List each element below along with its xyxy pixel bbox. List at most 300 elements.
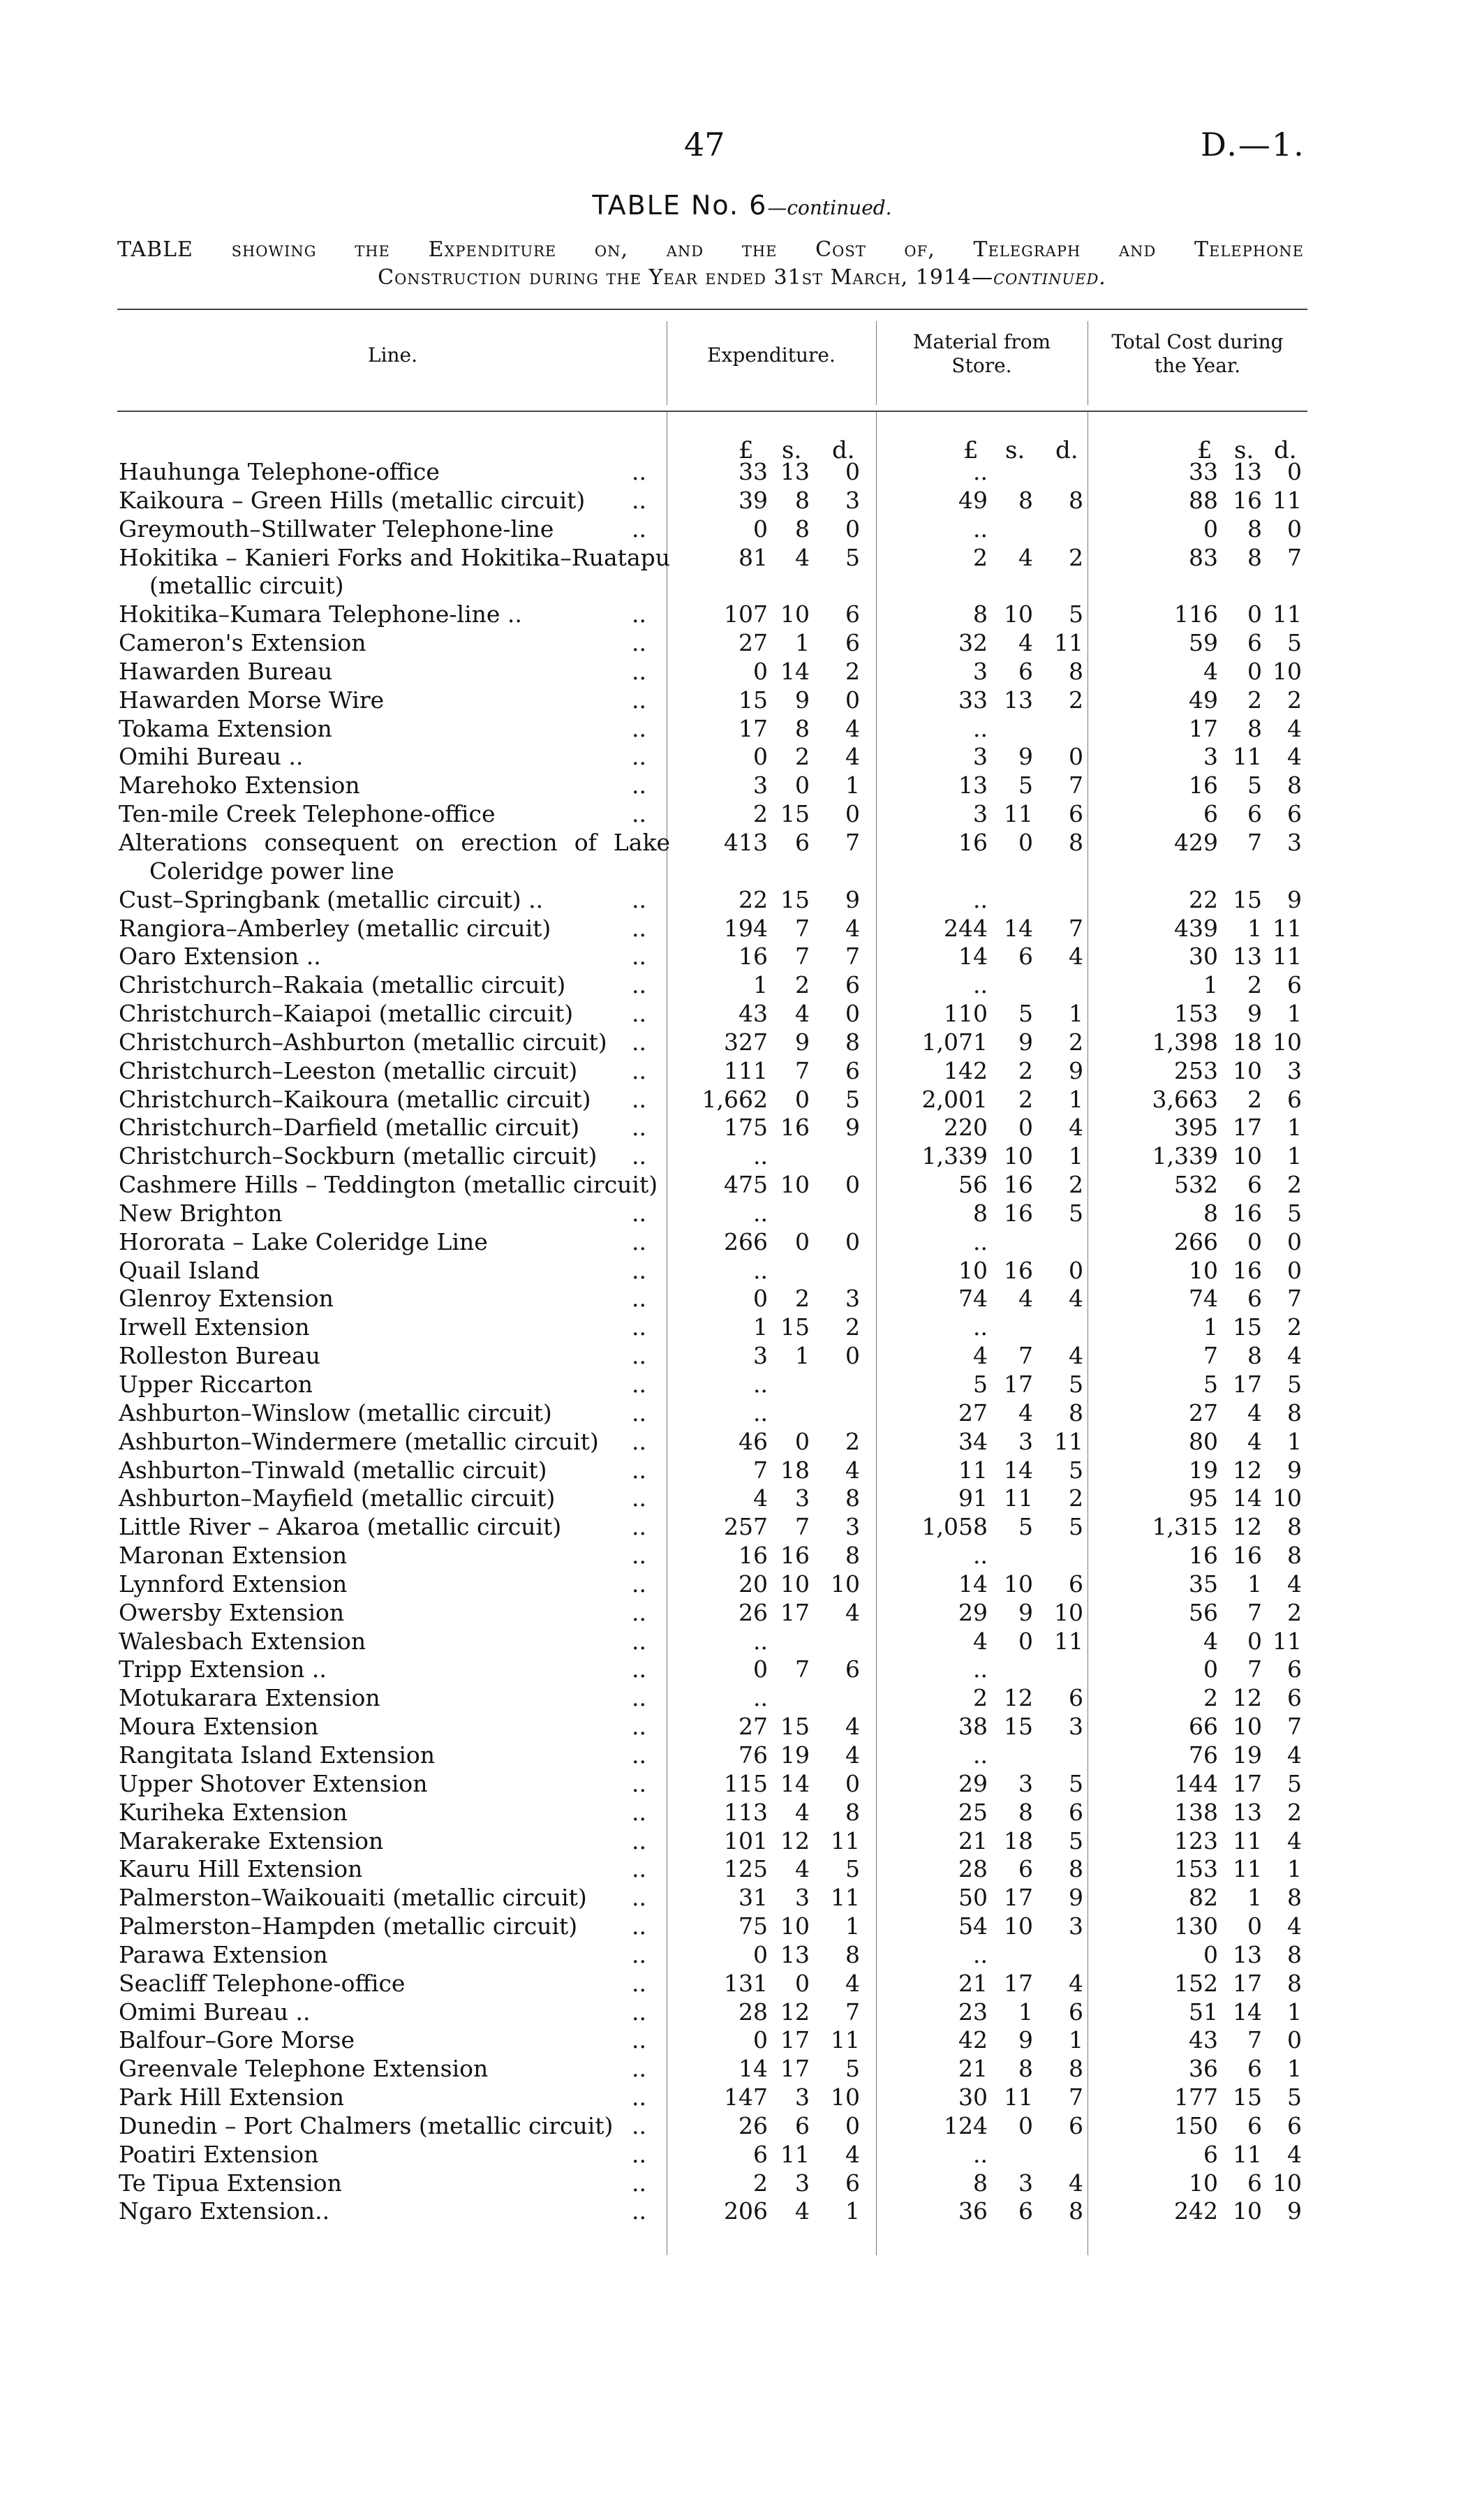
tot-pounds-cell: 66: [1189, 1713, 1218, 1741]
tot-shillings-cell: 10: [1233, 1713, 1262, 1741]
exp-pounds-cell: 4: [753, 1484, 768, 1512]
exp-pounds-cell: 26: [739, 1598, 768, 1626]
mat-pounds-cell: 25: [958, 1798, 988, 1826]
table-row: [0, 1741, 1484, 1770]
exp-pounds-cell: 39: [739, 486, 768, 514]
mat-pounds-cell: 110: [944, 1000, 988, 1028]
table-title-suffix: —continued.: [767, 196, 892, 219]
line-name: Parawa Extension: [119, 1940, 328, 1968]
mat-shillings-cell: 7: [1018, 1342, 1033, 1370]
exp-pounds-cell: 115: [724, 1769, 768, 1797]
tot-pence-cell: 9: [1287, 1456, 1302, 1484]
tot-pence-cell: 0: [1287, 515, 1302, 543]
mat-shillings-cell: 14: [1004, 914, 1033, 942]
table-row: [0, 458, 1484, 487]
mat-shillings-cell: 17: [1004, 1884, 1033, 1912]
tot-pence-cell: 11: [1272, 600, 1302, 628]
exp-pence-cell: 11: [831, 1827, 860, 1854]
exp-pounds-cell: 6: [753, 2140, 768, 2168]
table-row: [0, 1114, 1484, 1142]
leader-dots: ..: [632, 943, 646, 971]
tot-pence-cell: 10: [1272, 657, 1302, 685]
exp-shillings-cell: 7: [795, 1056, 810, 1084]
tot-shillings-cell: 13: [1233, 458, 1262, 485]
mat-shillings-cell: 17: [1004, 1969, 1033, 1997]
tot-pounds-cell: 150: [1174, 2111, 1218, 2139]
exp-pounds-cell: 266: [724, 1227, 768, 1255]
line-name-cell: [119, 1399, 670, 1428]
line-name: Moura Extension: [119, 1713, 319, 1741]
tot-shillings-cell: 16: [1233, 486, 1262, 514]
leader-dots: ..: [632, 486, 646, 514]
line-name: Tripp Extension ..: [119, 1655, 327, 1683]
tot-pence-cell: 8: [1287, 1940, 1302, 1968]
tot-pence-cell: 4: [1287, 1827, 1302, 1854]
mat-pounds-cell: 16: [958, 828, 988, 856]
line-name-cell: [119, 1542, 670, 1570]
tot-shillings-cell: 13: [1233, 943, 1262, 971]
leader-dots: ..: [632, 1056, 646, 1084]
line-name: Walesbach Extension: [119, 1627, 366, 1655]
leader-dots: ..: [632, 1285, 646, 1313]
mat-pounds-cell: ..: [973, 1655, 988, 1683]
table-row: [0, 544, 1484, 601]
tot-pounds-cell: 8: [1203, 1199, 1218, 1227]
tot-pence-cell: 11: [1272, 486, 1302, 514]
tot-pence-cell: 0: [1287, 2026, 1302, 2054]
exp-pounds-cell: 16: [739, 943, 768, 971]
exp-shillings-cell: 3: [795, 1484, 810, 1512]
mat-pounds-cell: 29: [958, 1769, 988, 1797]
table-body: [0, 458, 1484, 2226]
document-reference: D.—1.: [1201, 126, 1305, 163]
exp-pounds-cell: 15: [739, 686, 768, 714]
tot-pence-cell: 11: [1272, 943, 1302, 971]
exp-pence-cell: 1: [845, 1912, 860, 1940]
exp-pounds-cell: 475: [724, 1171, 768, 1199]
table-row: [0, 629, 1484, 658]
tot-pence-cell: 8: [1287, 1884, 1302, 1912]
tot-pence-cell: 8: [1287, 772, 1302, 799]
leader-dots: ..: [632, 885, 646, 913]
line-name-cell: [119, 600, 670, 629]
mat-pounds-cell: 244: [944, 914, 988, 942]
leader-dots: ..: [632, 2140, 646, 2168]
mat-pounds-cell: ..: [973, 1940, 988, 1968]
tot-shillings-cell: 1: [1247, 1884, 1262, 1912]
mat-pence-cell: 2: [1069, 543, 1083, 571]
mat-pounds-cell: ..: [973, 1227, 988, 1255]
tot-pence-cell: 6: [1287, 800, 1302, 828]
mat-shillings-cell: 2: [1018, 1056, 1033, 1084]
mat-shillings-cell: 3: [1018, 1769, 1033, 1797]
line-name-cell: [119, 1884, 670, 1912]
tot-shillings-cell: 11: [1233, 2140, 1262, 2168]
tot-pounds-cell: 1,398: [1152, 1028, 1218, 1056]
tot-pounds-cell: 43: [1189, 2026, 1218, 2054]
tot-pence-cell: 4: [1287, 1741, 1302, 1769]
mat-pound-symbol: £: [963, 436, 979, 464]
table-row: [0, 2197, 1484, 2226]
tot-pence-cell: 5: [1287, 1769, 1302, 1797]
tot-pounds-cell: 10: [1189, 1256, 1218, 1284]
tot-pounds-cell: 242: [1174, 2197, 1218, 2225]
mat-pounds-cell: 3: [973, 800, 988, 828]
mat-shillings-cell: 6: [1018, 2197, 1033, 2225]
mat-pence-cell: 5: [1069, 1827, 1083, 1854]
mat-pounds-cell: 10: [958, 1256, 988, 1284]
leader-dots: ..: [632, 458, 646, 485]
tot-pence-cell: 2: [1287, 1171, 1302, 1199]
mat-pence-cell: 5: [1069, 1199, 1083, 1227]
mat-pence-cell: 5: [1069, 1456, 1083, 1484]
exp-pence-cell: 6: [845, 1655, 860, 1683]
exp-shillings-cell: 4: [795, 2197, 810, 2225]
table-row: [0, 515, 1484, 544]
tot-pounds-cell: 123: [1174, 1827, 1218, 1854]
header-rule-top: [117, 309, 1307, 310]
line-name-cell: [119, 1313, 670, 1342]
exp-pence-cell: 4: [845, 1969, 860, 1997]
table-row: [0, 800, 1484, 829]
tot-shillings-cell: 2: [1247, 971, 1262, 999]
mat-shillings-cell: 0: [1018, 1627, 1033, 1655]
exp-pence-cell: 4: [845, 1456, 860, 1484]
line-name: Alterations consequent on erection of Lake Coleridge power line: [119, 828, 670, 885]
tot-shillings-cell: 11: [1233, 743, 1262, 771]
exp-shillings-cell: 7: [795, 1513, 810, 1541]
exp-pence-cell: 0: [845, 800, 860, 828]
exp-pence-cell: 4: [845, 1741, 860, 1769]
mat-shillings-cell: 13: [1004, 686, 1033, 714]
mat-shillings-cell: 9: [1018, 2026, 1033, 2054]
line-name: Hauhunga Telephone-office: [119, 458, 440, 485]
tot-pence-cell: 4: [1287, 1342, 1302, 1370]
mat-shillings-cell: 11: [1004, 1484, 1033, 1512]
tot-pounds-cell: 152: [1174, 1969, 1218, 1997]
mat-pence-cell: 3: [1069, 1912, 1083, 1940]
leader-dots: ..: [632, 1655, 646, 1683]
table-row: [0, 1456, 1484, 1485]
tot-pence-cell: 1: [1287, 1142, 1302, 1170]
tot-pounds-cell: 30: [1189, 943, 1218, 971]
line-name: Greymouth–Stillwater Telephone-line: [119, 515, 554, 543]
tot-shillings-cell: 10: [1233, 1142, 1262, 1170]
line-name: Kauru Hill Extension: [119, 1855, 363, 1883]
header-total-l2: the Year.: [1154, 354, 1241, 377]
mat-shillings-cell: 10: [1004, 1142, 1033, 1170]
exp-shillings-cell: 15: [780, 1713, 810, 1741]
tot-pounds-cell: 3,663: [1152, 1085, 1218, 1113]
exp-pounds-cell: 7: [753, 1456, 768, 1484]
caption-line-2-text: Construction during the Year ended 31st March, 1914: [378, 265, 972, 290]
mat-shillings-cell: 8: [1018, 486, 1033, 514]
mat-pounds-cell: 54: [958, 1912, 988, 1940]
exp-pence-cell: 0: [845, 686, 860, 714]
line-name-cell: [119, 1057, 670, 1086]
mat-pounds-cell: 21: [958, 2055, 988, 2083]
line-name-cell: [119, 1428, 670, 1456]
line-name: Ngaro Extension..: [119, 2197, 330, 2225]
exp-pence-cell: 2: [845, 657, 860, 685]
tot-shillings-cell: 8: [1247, 543, 1262, 571]
mat-pounds-cell: ..: [973, 1313, 988, 1341]
line-name-cell: [119, 971, 670, 1000]
tot-shillings-cell: 13: [1233, 1798, 1262, 1826]
mat-shillings-cell: 18: [1004, 1827, 1033, 1854]
leader-dots: ..: [632, 1427, 646, 1455]
table-row: [0, 1970, 1484, 1998]
mat-pence-cell: 1: [1069, 2026, 1083, 2054]
mat-shillings-cell: 5: [1018, 1000, 1033, 1028]
table-row: [0, 1399, 1484, 1428]
line-name-cell: [119, 2055, 670, 2083]
exp-pence-cell: 8: [845, 1028, 860, 1056]
exp-pounds-cell: 0: [753, 657, 768, 685]
tot-pence-cell: 1: [1287, 1114, 1302, 1142]
mat-pounds-cell: 32: [958, 629, 988, 657]
leader-dots: ..: [632, 600, 646, 628]
exp-pence-cell: 6: [845, 600, 860, 628]
mat-pounds-cell: ..: [973, 1542, 988, 1570]
tot-pence-cell: 0: [1287, 1256, 1302, 1284]
table-row: [0, 1142, 1484, 1171]
table-row: [0, 1628, 1484, 1656]
mat-pounds-cell: 49: [958, 486, 988, 514]
exp-shillings-cell: 13: [780, 1940, 810, 1968]
leader-dots: ..: [632, 1028, 646, 1056]
mat-pounds-cell: 27: [958, 1399, 988, 1426]
mat-pence-cell: 9: [1069, 1884, 1083, 1912]
line-name: Christchurch–Kaikoura (metallic circuit): [119, 1085, 591, 1113]
tot-shillings-cell: 16: [1233, 1256, 1262, 1284]
exp-shillings-cell: 4: [795, 1000, 810, 1028]
mat-pounds-cell: 28: [958, 1855, 988, 1883]
line-name: Omihi Bureau ..: [119, 743, 304, 771]
line-name-cell: [119, 1855, 670, 1884]
exp-pence-symbol: d.: [832, 436, 855, 464]
tot-pence-cell: 5: [1287, 629, 1302, 657]
exp-shillings-cell: 3: [795, 2083, 810, 2111]
tot-pound-symbol: £: [1197, 436, 1212, 464]
exp-shillings-cell: 2: [795, 743, 810, 771]
exp-shillings-cell: 6: [795, 828, 810, 856]
mat-pence-cell: 7: [1069, 2083, 1083, 2111]
mat-pounds-cell: 8: [973, 1199, 988, 1227]
table-row: [0, 2055, 1484, 2083]
table-row: [0, 1285, 1484, 1313]
line-name: Seacliff Telephone-office: [119, 1969, 406, 1997]
line-name: Dunedin – Port Chalmers (metallic circuit): [119, 2111, 614, 2139]
exp-pounds-cell: 22: [739, 885, 768, 913]
caption-line-1: TABLE showing the Expenditure on, and the Cost of, Telegraph and Telephone: [117, 237, 1304, 262]
exp-shillings-cell: 0: [795, 1969, 810, 1997]
table-row: [0, 715, 1484, 744]
exp-pounds-cell: 28: [739, 1998, 768, 2026]
table-row: [0, 1200, 1484, 1228]
mat-pounds-cell: 4: [973, 1342, 988, 1370]
line-name: Hawarden Bureau: [119, 657, 333, 685]
exp-pounds-cell: 75: [739, 1912, 768, 1940]
exp-shillings-cell: 3: [795, 1884, 810, 1912]
line-name: Hokitika–Kumara Telephone-line ..: [119, 600, 522, 628]
line-name: Upper Shotover Extension: [119, 1769, 428, 1797]
mat-shillings-cell: 0: [1018, 2111, 1033, 2139]
line-name: Christchurch–Rakaia (metallic circuit): [119, 971, 566, 999]
mat-pounds-cell: 38: [958, 1713, 988, 1741]
tot-pounds-cell: 33: [1189, 458, 1218, 485]
tot-pence-cell: 4: [1287, 743, 1302, 771]
exp-pounds-cell: 327: [724, 1028, 768, 1056]
table-row: [0, 1713, 1484, 1741]
exp-pence-cell: 11: [831, 2026, 860, 2054]
mat-pounds-cell: 21: [958, 1827, 988, 1854]
table-row: [0, 1799, 1484, 1827]
exp-pounds-cell: ..: [753, 1256, 768, 1284]
line-name: Balfour–Gore Morse: [119, 2026, 355, 2054]
tot-pence-cell: 7: [1287, 1713, 1302, 1741]
table-row: [0, 1484, 1484, 1513]
leader-dots: ..: [632, 1998, 646, 2026]
tot-pounds-cell: 138: [1174, 1798, 1218, 1826]
exp-pence-cell: 9: [845, 1114, 860, 1142]
exp-shillings-cell: 10: [780, 1912, 810, 1940]
leader-dots: ..: [632, 515, 646, 543]
mat-shillings-cell: 3: [1018, 2169, 1033, 2197]
exp-pence-cell: 4: [845, 743, 860, 771]
tot-shillings-cell: 2: [1247, 1085, 1262, 1113]
tot-pence-cell: 4: [1287, 1912, 1302, 1940]
table-row: [0, 1086, 1484, 1114]
tot-shillings-cell: 16: [1233, 1199, 1262, 1227]
leader-dots: ..: [632, 1570, 646, 1598]
leader-dots: ..: [632, 914, 646, 942]
exp-pounds-cell: 31: [739, 1884, 768, 1912]
tot-pounds-cell: 19: [1189, 1456, 1218, 1484]
exp-pounds-cell: 3: [753, 1342, 768, 1370]
mat-pounds-cell: 33: [958, 686, 988, 714]
exp-pounds-cell: 16: [739, 1542, 768, 1570]
tot-pounds-cell: 59: [1189, 629, 1218, 657]
exp-shillings-cell: 4: [795, 1855, 810, 1883]
tot-pounds-cell: 253: [1174, 1056, 1218, 1084]
table-row: [0, 1827, 1484, 1856]
mat-pounds-cell: 14: [958, 943, 988, 971]
exp-shillings-cell: 16: [780, 1542, 810, 1570]
exp-pence-cell: 3: [845, 1513, 860, 1541]
mat-shillings-cell: 4: [1018, 543, 1033, 571]
tot-pounds-cell: 1,339: [1152, 1142, 1218, 1170]
tot-pence-cell: 4: [1287, 714, 1302, 742]
exp-shillings-cell: 0: [795, 1227, 810, 1255]
exp-shillings-cell: 11: [780, 2140, 810, 2168]
tot-pence-cell: 6: [1287, 2111, 1302, 2139]
tot-shillings-cell: 8: [1247, 515, 1262, 543]
line-name-cell: [119, 1941, 670, 1970]
mat-pounds-cell: 8: [973, 2169, 988, 2197]
tot-shillings-cell: 12: [1233, 1456, 1262, 1484]
mat-pence-cell: 2: [1069, 1028, 1083, 1056]
table-row: [0, 1599, 1484, 1628]
mat-pence-cell: 6: [1069, 1570, 1083, 1598]
mat-pounds-cell: 2: [973, 543, 988, 571]
table-row: [0, 1884, 1484, 1912]
mat-pence-cell: 4: [1069, 1285, 1083, 1313]
mat-shillings-cell: 5: [1018, 1513, 1033, 1541]
exp-pounds-cell: 81: [739, 543, 768, 571]
mat-pence-cell: 8: [1069, 828, 1083, 856]
tot-pence-cell: 2: [1287, 1598, 1302, 1626]
tot-pence-cell: 7: [1287, 1285, 1302, 1313]
tot-shillings-cell: 8: [1247, 1342, 1262, 1370]
line-name: Cameron's Extension: [119, 629, 366, 657]
tot-shillings-cell: 16: [1233, 1542, 1262, 1570]
line-name-cell: [119, 629, 670, 658]
tot-pounds-cell: 88: [1189, 486, 1218, 514]
exp-pence-cell: 0: [845, 1171, 860, 1199]
exp-pounds-cell: 0: [753, 1655, 768, 1683]
exp-pounds-cell: 2: [753, 800, 768, 828]
mat-pounds-cell: ..: [973, 2140, 988, 2168]
tot-shillings-cell: 2: [1247, 686, 1262, 714]
exp-shillings-cell: 9: [795, 1028, 810, 1056]
line-name: Hororata – Lake Coleridge Line: [119, 1227, 488, 1255]
mat-pounds-cell: 29: [958, 1598, 988, 1626]
tot-pence-cell: 8: [1287, 1399, 1302, 1426]
mat-pounds-cell: 34: [958, 1427, 988, 1455]
exp-pounds-cell: 76: [739, 1741, 768, 1769]
line-name: Christchurch–Kaiapoi (metallic circuit): [119, 1000, 574, 1028]
line-name-cell: [119, 2112, 670, 2141]
tot-pence-cell: 8: [1287, 1542, 1302, 1570]
tot-pounds-cell: 56: [1189, 1598, 1218, 1626]
line-name-cell: [119, 1000, 670, 1028]
mat-pence-cell: 6: [1069, 800, 1083, 828]
tot-pence-cell: 1: [1287, 2055, 1302, 2083]
tot-pounds-cell: 7: [1203, 1342, 1218, 1370]
mat-pence-cell: 8: [1069, 1855, 1083, 1883]
line-name-cell: [119, 1228, 670, 1257]
line-name-cell: [119, 1827, 670, 1856]
line-name: Poatiri Extension: [119, 2140, 319, 2168]
tot-pounds-cell: 22: [1189, 885, 1218, 913]
exp-pence-cell: 4: [845, 914, 860, 942]
caption-line-2-suffix: —continued.: [972, 265, 1106, 290]
exp-shillings-cell: 0: [795, 772, 810, 799]
exp-pence-cell: 8: [845, 1542, 860, 1570]
leader-dots: ..: [632, 714, 646, 742]
page-number: 47: [684, 126, 725, 163]
tot-pounds-cell: 36: [1189, 2055, 1218, 2083]
tot-pounds-cell: 177: [1174, 2083, 1218, 2111]
tot-pounds-cell: 439: [1174, 914, 1218, 942]
exp-pounds-cell: 107: [724, 600, 768, 628]
tot-pence-cell: 7: [1287, 543, 1302, 571]
leader-dots: ..: [632, 1484, 646, 1512]
line-name-cell: [119, 800, 670, 829]
tot-pounds-cell: 4: [1203, 657, 1218, 685]
exp-pence-cell: 1: [845, 772, 860, 799]
mat-pence-cell: 4: [1069, 1342, 1083, 1370]
exp-pounds-cell: 26: [739, 2111, 768, 2139]
table-row: [0, 1428, 1484, 1456]
exp-shillings-cell: 2: [795, 1285, 810, 1313]
mat-pence-cell: 1: [1069, 1085, 1083, 1113]
mat-shillings-cell: 4: [1018, 1399, 1033, 1426]
tot-pounds-cell: 395: [1174, 1114, 1218, 1142]
line-name: Kaikoura – Green Hills (metallic circuit): [119, 486, 586, 514]
mat-pounds-cell: 2,001: [921, 1085, 988, 1113]
